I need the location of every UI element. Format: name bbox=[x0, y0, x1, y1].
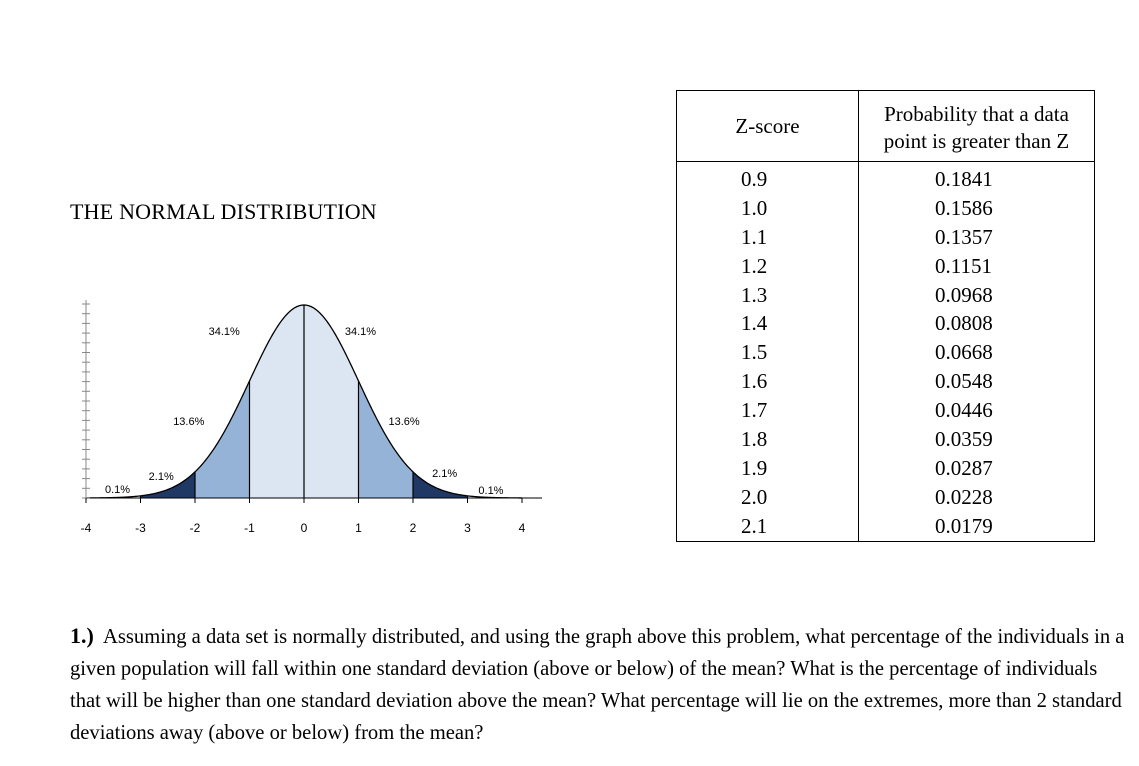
z-value: 1.5 bbox=[741, 340, 768, 365]
region-label-right-0-1: 34.1% bbox=[344, 326, 377, 338]
z-value: 1.8 bbox=[741, 427, 768, 452]
region-label-right-2-3: 2.1% bbox=[432, 468, 458, 480]
z-value: 1.3 bbox=[741, 282, 768, 307]
probability-value: 0.0179 bbox=[935, 513, 993, 538]
normal-distribution-graph bbox=[70, 290, 550, 540]
probability-values-column bbox=[859, 162, 1095, 542]
x-tick-label: 4 bbox=[518, 521, 526, 535]
probability-value: 0.1586 bbox=[935, 195, 993, 220]
probability-value: 0.0446 bbox=[935, 398, 993, 423]
table-header-row bbox=[677, 91, 1095, 162]
x-tick-label: 3 bbox=[464, 521, 471, 535]
table-body-row bbox=[677, 162, 1095, 542]
region-label-left-2-3: 2.1% bbox=[148, 471, 174, 483]
region-label-left-1-2: 13.6% bbox=[173, 416, 205, 428]
x-tick-label: 1 bbox=[355, 521, 362, 535]
x-tick-label: -1 bbox=[244, 521, 255, 535]
probability-value: 0.0287 bbox=[935, 455, 993, 480]
x-tick-label: 0 bbox=[300, 521, 308, 535]
region-label-right-tail: 0.1% bbox=[478, 485, 504, 497]
probability-value: 0.1151 bbox=[935, 253, 992, 278]
x-tick-label: -4 bbox=[80, 521, 92, 535]
probability-value: 0.0548 bbox=[935, 369, 993, 394]
z-values-column bbox=[677, 162, 859, 542]
z-value: 2.1 bbox=[741, 513, 768, 538]
z-value: 1.7 bbox=[741, 398, 768, 423]
probability-header-line2: point is greater than Z bbox=[883, 128, 1070, 153]
question-text: Assuming a data set is normally distributed, and using the graph above this problem, what percentage of the individuals in a given population will fall within one standard deviation (above or below) of the mean? What is the percentage of individuals that will be higher than one standard deviation above the mean? What percentage will lie on the extremes, more than 2 standard deviations away (above or below) from the mean? bbox=[70, 626, 1125, 744]
probability-value: 0.1841 bbox=[935, 167, 993, 191]
z-value: 1.1 bbox=[741, 224, 768, 249]
z-value: 0.9 bbox=[741, 167, 768, 191]
probability-header bbox=[859, 91, 1095, 162]
z-score-header: Z-score bbox=[677, 91, 859, 162]
z-value: 1.6 bbox=[741, 369, 768, 394]
probability-header-line1: Probability that a data bbox=[884, 101, 1069, 126]
probability-value: 0.0968 bbox=[935, 282, 993, 307]
probability-value: 0.0668 bbox=[935, 340, 993, 365]
probability-value: 0.1357 bbox=[935, 224, 993, 249]
x-tick-label: 2 bbox=[409, 521, 417, 535]
z-score-table bbox=[676, 90, 1095, 542]
x-tick-label: -3 bbox=[135, 521, 146, 535]
region-label-right-1-2: 13.6% bbox=[388, 416, 420, 428]
probability-value: 0.0228 bbox=[935, 484, 993, 509]
probability-value: 0.0808 bbox=[935, 311, 993, 336]
region-label-left-tail: 0.1% bbox=[105, 484, 131, 496]
probability-value: 0.0359 bbox=[935, 427, 993, 452]
z-value: 1.4 bbox=[741, 311, 768, 336]
z-value: 1.9 bbox=[741, 455, 768, 480]
question-1 bbox=[70, 620, 1130, 749]
z-value: 1.2 bbox=[741, 253, 768, 278]
page-heading: THE NORMAL DISTRIBUTION bbox=[70, 199, 377, 224]
question-number: 1.) bbox=[70, 623, 94, 648]
z-value: 1.0 bbox=[741, 195, 768, 220]
region-label-left-0-1: 34.1% bbox=[208, 326, 240, 338]
z-value: 2.0 bbox=[741, 484, 768, 509]
x-tick-label: -2 bbox=[189, 521, 201, 535]
